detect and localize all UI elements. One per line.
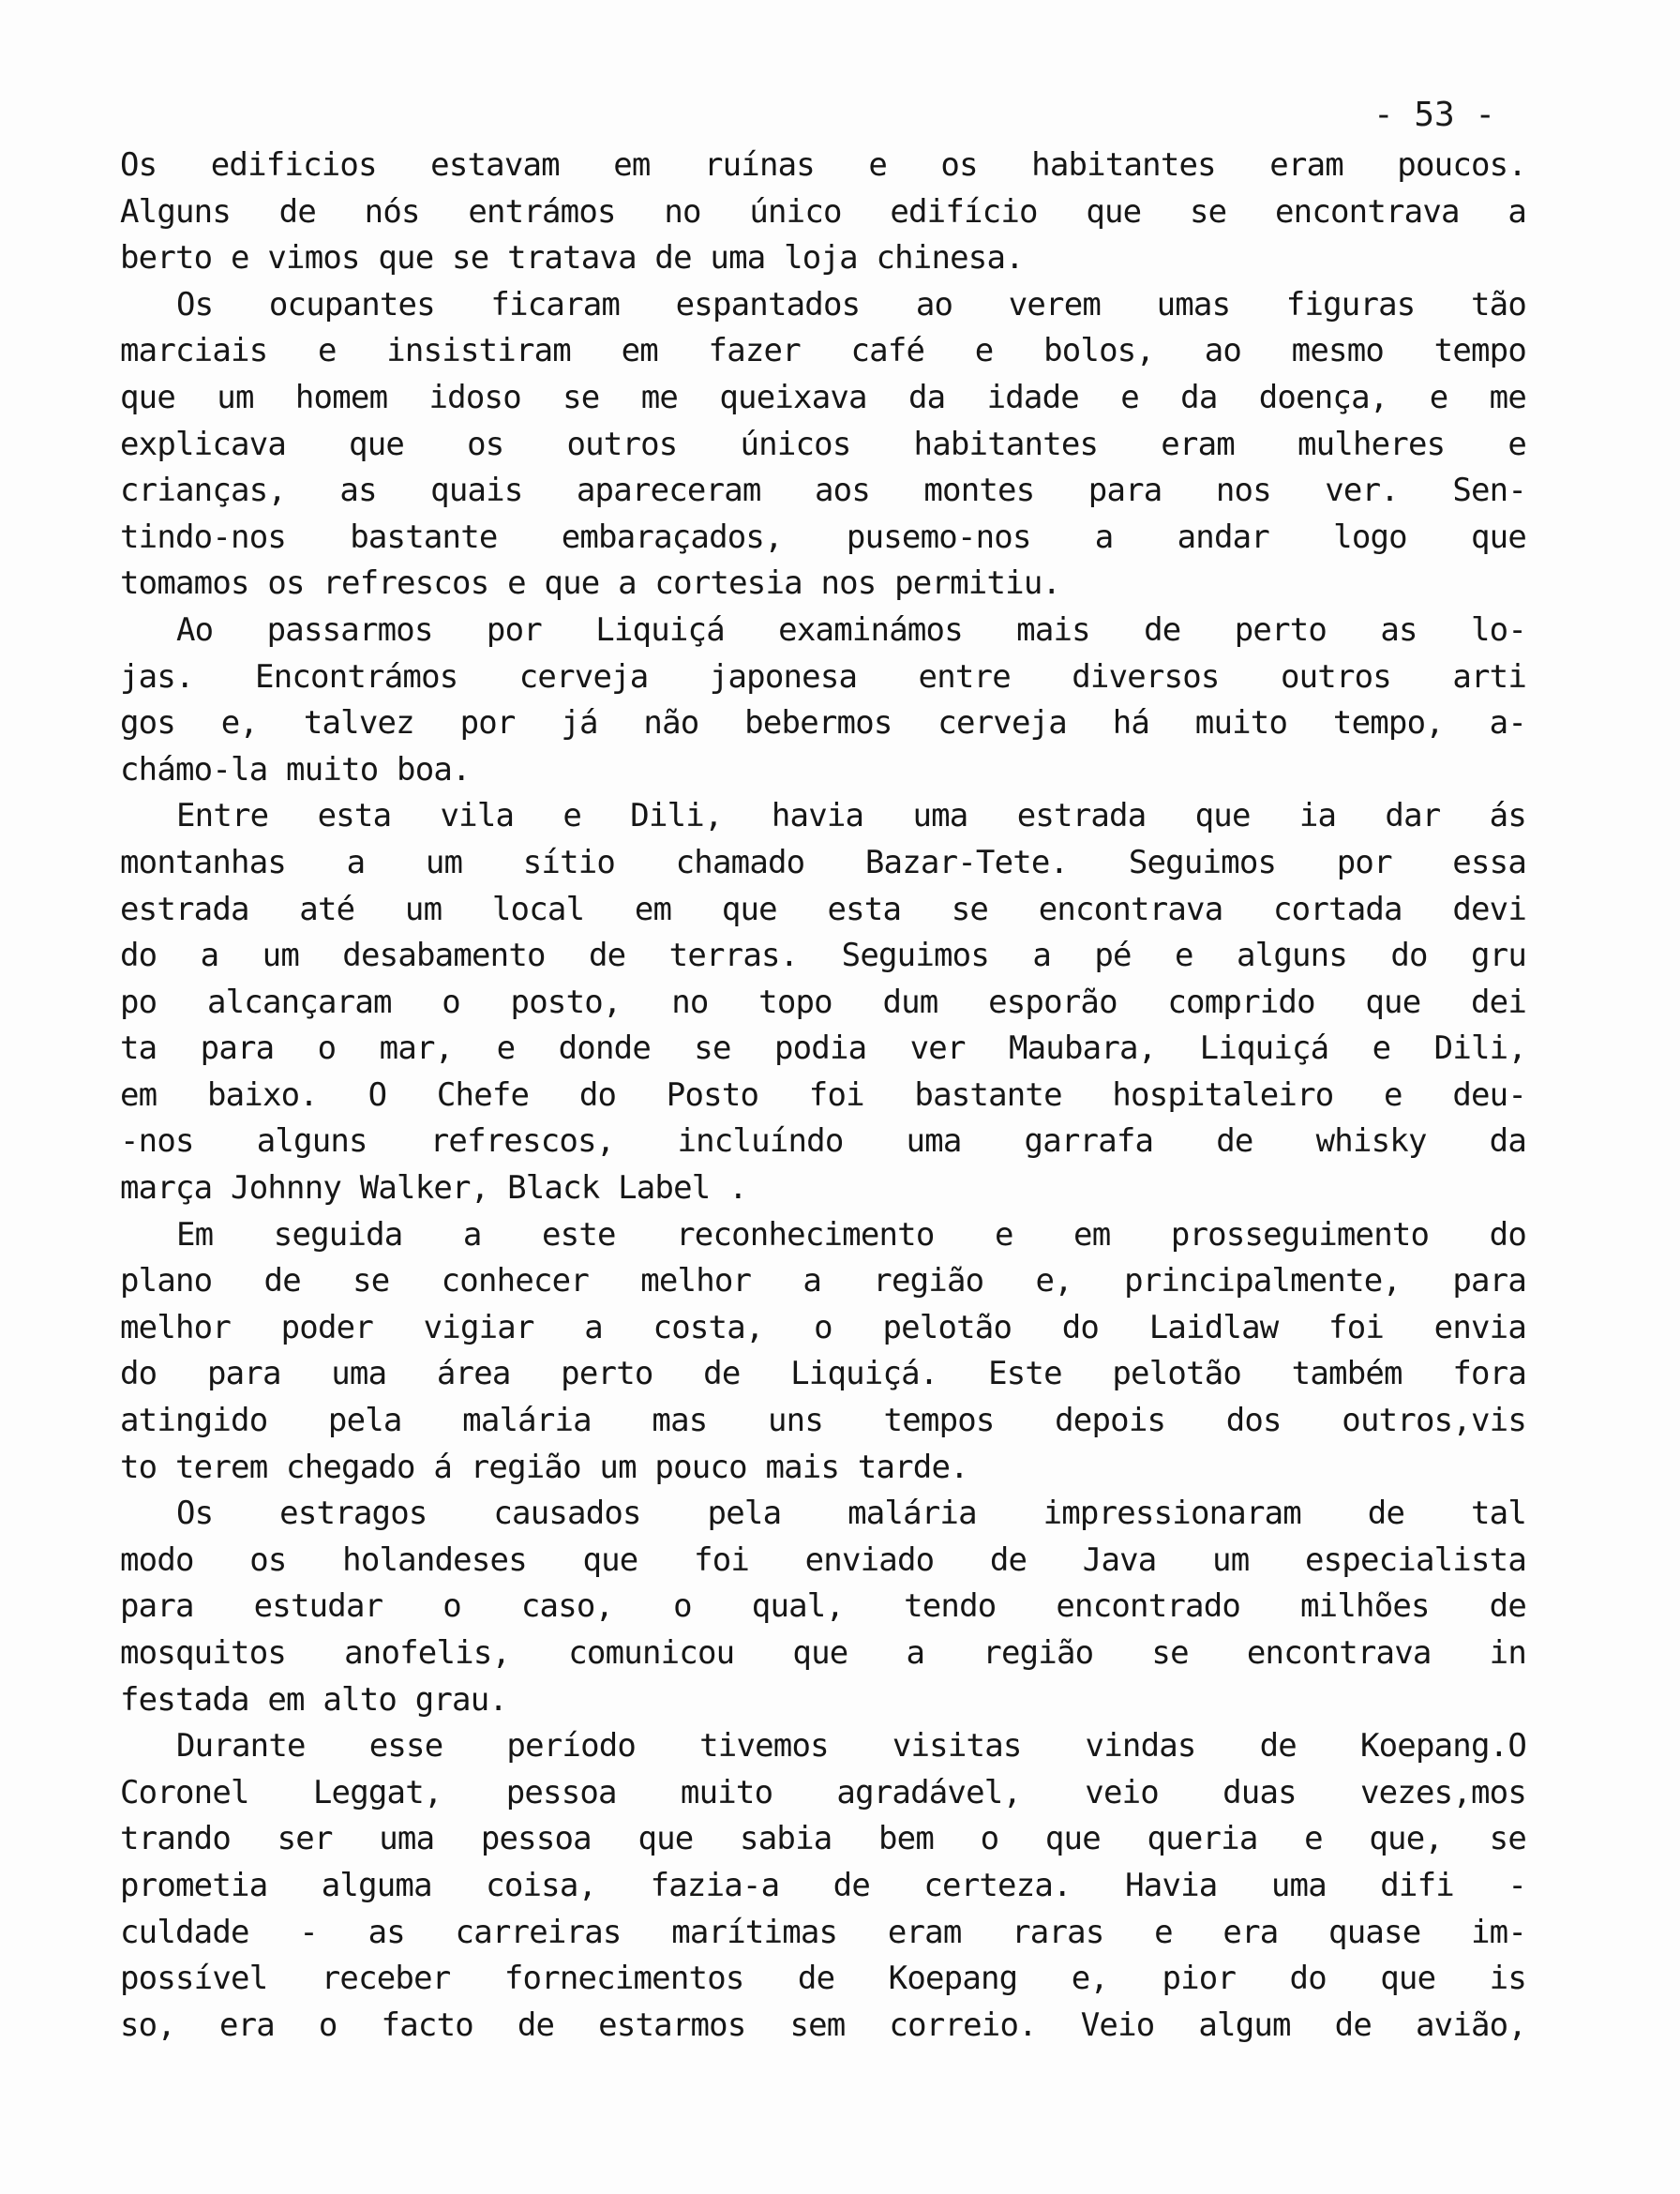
text-line: possível receber fornecimentos de Koepang e, pior do que is	[120, 1960, 1526, 1998]
text-line: plano de se conhecer melhor a região e, principalmente, para	[120, 1262, 1526, 1300]
text-line: chámo-la muito boa.	[120, 750, 471, 789]
text-line: Ao passarmos por Liquiçá examinámos mais de perto as lo-	[176, 610, 1526, 649]
text-line: Coronel Leggat, pessoa muito agradável, veio duas vezes,mos	[120, 1773, 1526, 1811]
text-line: do a um desabamento de terras. Seguimos a pé e alguns do gru	[120, 937, 1526, 975]
text-line: tomamos os refrescos e que a cortesia nos permitiu.	[120, 564, 1061, 603]
text-line: Em seguida a este reconhecimento e em prosseguimento do	[176, 1215, 1526, 1254]
text-line: marciais e insistiram em fazer café e bolos, ao mesmo tempo	[120, 332, 1526, 370]
text-line: to terem chegado á região um pouco mais tarde.	[120, 1448, 968, 1486]
text-line: po alcançaram o posto, no topo dum esporão comprido que dei	[120, 983, 1526, 1021]
text-line: trando ser uma pessoa que sabia bem o que queria e que, se	[120, 1820, 1526, 1858]
text-line: Os edificios estavam em ruínas e os habitantes eram poucos.	[120, 146, 1526, 184]
text-line: melhor poder vigiar a costa, o pelotão do Laidlaw foi envia	[120, 1308, 1526, 1346]
text-line: -nos alguns refrescos, incluíndo uma garrafa de whisky da	[120, 1122, 1526, 1161]
text-line: Os estragos causados pela malária impressionaram de tal	[176, 1495, 1526, 1533]
text-line: Durante esse período tivemos visitas vindas de Koepang.O	[176, 1727, 1526, 1766]
page-number: - 53 -	[1373, 96, 1496, 134]
text-line: montanhas a um sítio chamado Bazar-Tete. Seguimos por essa	[120, 843, 1526, 881]
text-line: estrada até um local em que esta se encontrava cortada devi	[120, 890, 1526, 928]
text-line: atingido pela malária mas uns tempos depois dos outros,vis	[120, 1402, 1526, 1440]
text-line: modo os holandeses que foi enviado de Java um especialista	[120, 1540, 1526, 1579]
text-line: tindo-nos bastante embaraçados, pusemo-nos a andar logo que	[120, 518, 1526, 556]
body-text	[120, 143, 1526, 2049]
text-line: prometia alguma coisa, fazia-a de certeza. Havia uma difi -	[120, 1866, 1526, 1904]
text-line: para estudar o caso, o qual, tendo encontrado milhões de	[120, 1587, 1526, 1626]
text-line: marça Johnny Walker, Black Label .	[120, 1169, 747, 1208]
text-line: ta para o mar, e donde se podia ver Maubara, Liquiçá e Dili,	[120, 1029, 1526, 1068]
text-line: crianças, as quais apareceram aos montes para nos ver. Sen-	[120, 472, 1526, 510]
text-line: em baixo. O Chefe do Posto foi bastante hospitaleiro e deu-	[120, 1075, 1526, 1114]
text-line: que um homem idoso se me queixava da idade e da doença, e me	[120, 378, 1526, 416]
text-line: culdade - as carreiras marítimas eram raras e era quase im-	[120, 1913, 1526, 1951]
text-line: do para uma área perto de Liquiçá. Este pelotão também fora	[120, 1355, 1526, 1393]
text-line: Alguns de nós entrámos no único edifício que se encontrava a	[120, 192, 1526, 231]
text-line: mosquitos anofelis, comunicou que a região se encontrava in	[120, 1634, 1526, 1672]
text-line: Entre esta vila e Dili, havia uma estrada que ia dar ás	[176, 797, 1526, 835]
text-line: Os ocupantes ficaram espantados ao verem umas figuras tão	[176, 285, 1526, 323]
text-line: so, era o facto de estarmos sem correio. Veio algum de avião,	[120, 2006, 1526, 2044]
text-line: festada em alto grau.	[120, 1680, 508, 1719]
text-line: berto e vimos que se tratava de uma loja chinesa.	[120, 239, 1024, 278]
text-line: jas. Encontrámos cerveja japonesa entre diversos outros arti	[120, 657, 1526, 696]
text-line: gos e, talvez por já não bebermos cerveja há muito tempo, a-	[120, 704, 1526, 743]
text-line: explicava que os outros únicos habitantes eram mulheres e	[120, 425, 1526, 463]
